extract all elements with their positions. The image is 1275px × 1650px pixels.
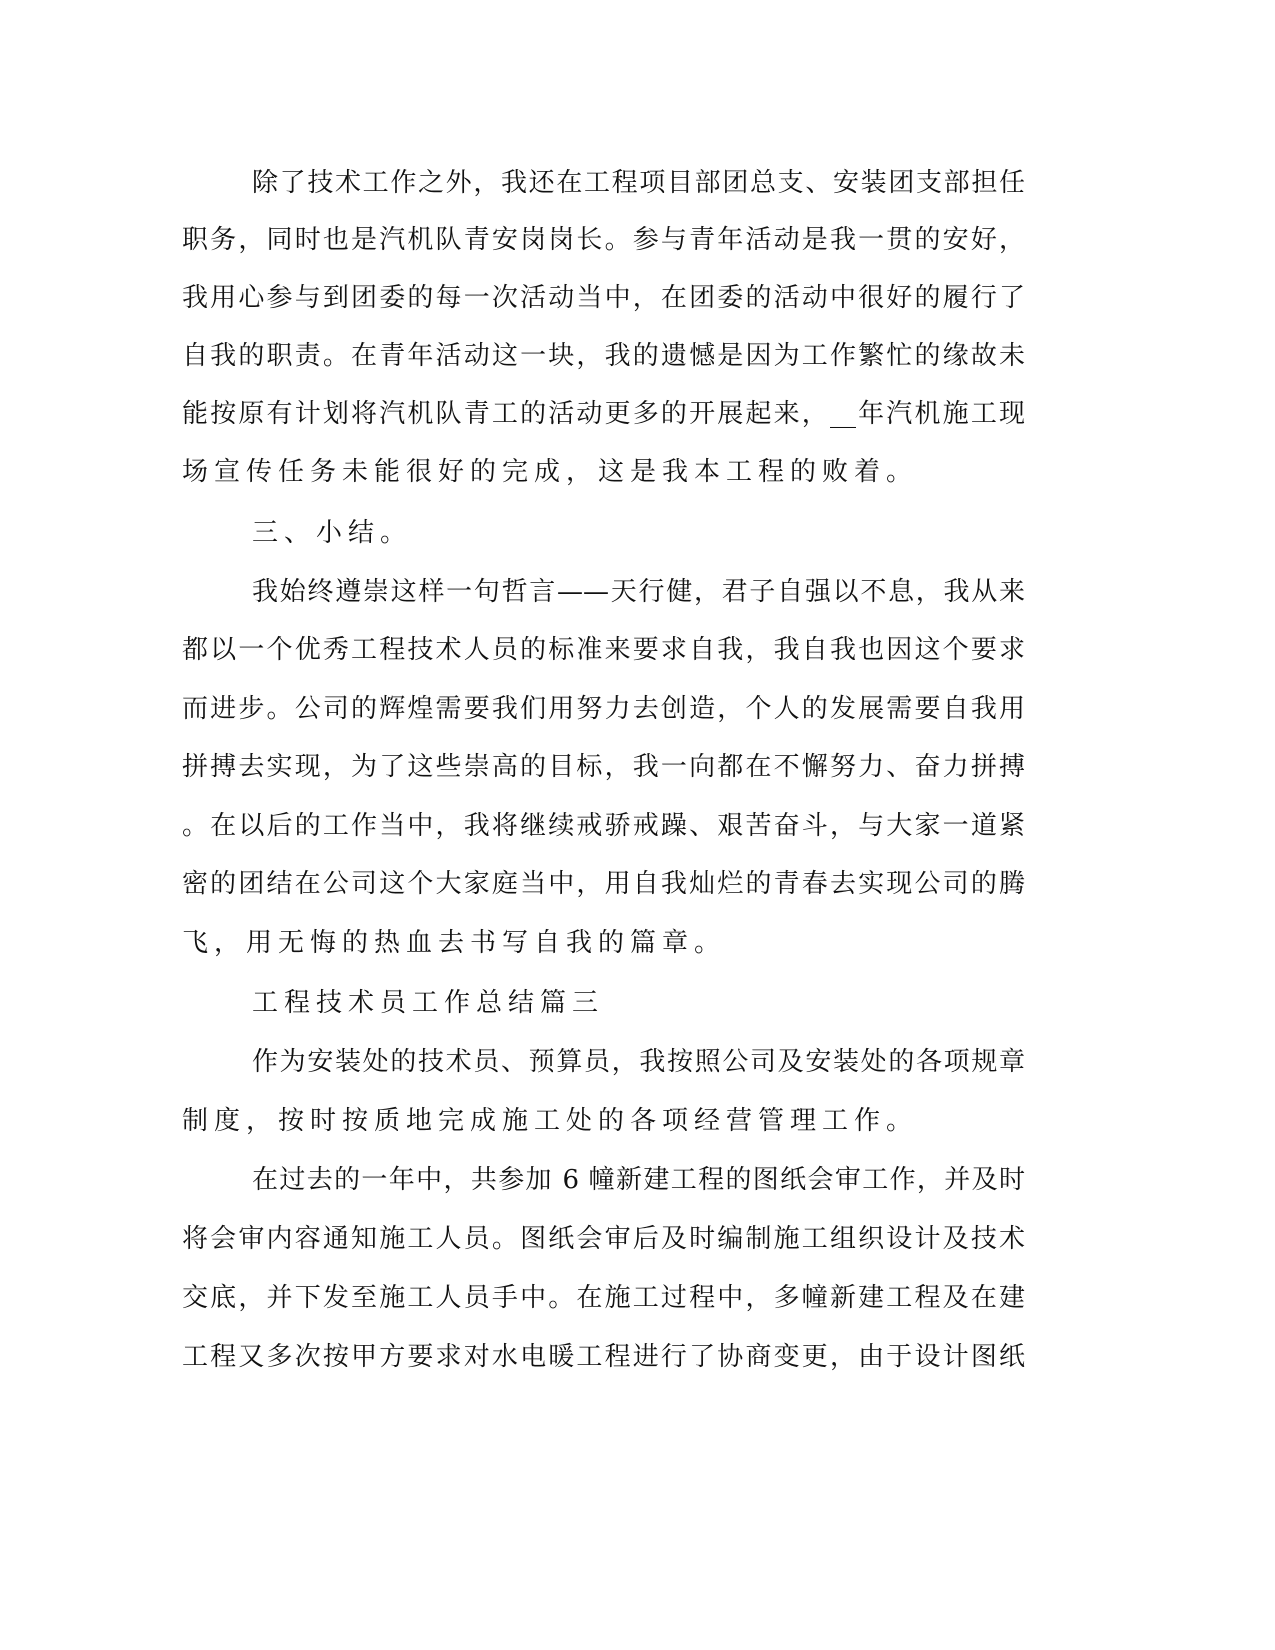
text-line: 我始终遵崇这样一句哲言——天行健，君子自强以不息，我从来 [252,577,1025,607]
text-line: 工程又多次按甲方要求对水电暖工程进行了协商变更，由于设计图纸 [182,1342,1025,1372]
text-line: 在过去的一年中，共参加 6 幢新建工程的图纸会审工作，并及时 [252,1165,1025,1195]
text-line: 密的团结在公司这个大家庭当中，用自我灿烂的青春去实现公司的腾 [182,869,1025,899]
text-line: 自我的职责。在青年活动这一块，我的遗憾是因为工作繁忙的缘故未 [182,341,1025,371]
text-line: 能按原有计划将汽机队青工的活动更多的开展起来，__年汽机施工现 [182,399,1025,429]
text-line: 场宣传任务未能很好的完成，这是我本工程的败着。 [182,457,919,487]
text-line: 拼搏去实现，为了这些崇高的目标，我一向都在不懈努力、奋力拼搏 [182,752,1025,782]
text-line: 除了技术工作之外，我还在工程项目部团总支、安装团支部担任 [252,168,1025,198]
text-line: 都以一个优秀工程技术人员的标准来要求自我，我自我也因这个要求 [182,635,1025,665]
text-line: 制度，按时按质地完成施工处的各项经营管理工作。 [182,1106,919,1136]
text-line: 作为安装处的技术员、预算员，我按照公司及安装处的各项规章 [252,1047,1025,1077]
text-line: 我用心参与到团委的每一次活动当中，在团委的活动中很好的履行了 [182,283,1025,313]
text-line: 而进步。公司的辉煌需要我们用努力去创造，个人的发展需要自我用 [182,694,1025,724]
text-line: 。在以后的工作当中，我将继续戒骄戒躁、艰苦奋斗，与大家一道紧 [182,811,1025,841]
text-line: 将会审内容通知施工人员。图纸会审后及时编制施工组织设计及技术 [182,1224,1025,1254]
text-line: 交底，并下发至施工人员手中。在施工过程中，多幢新建工程及在建 [182,1283,1025,1313]
text-line: 飞，用无悔的热血去书写自我的篇章。 [182,928,727,958]
text-line: 职务，同时也是汽机队青安岗岗长。参与青年活动是我一贯的安好， [182,225,1025,255]
section-heading: 工程技术员工作总结篇三 [252,988,605,1018]
section-heading: 三、小结。 [252,518,413,548]
